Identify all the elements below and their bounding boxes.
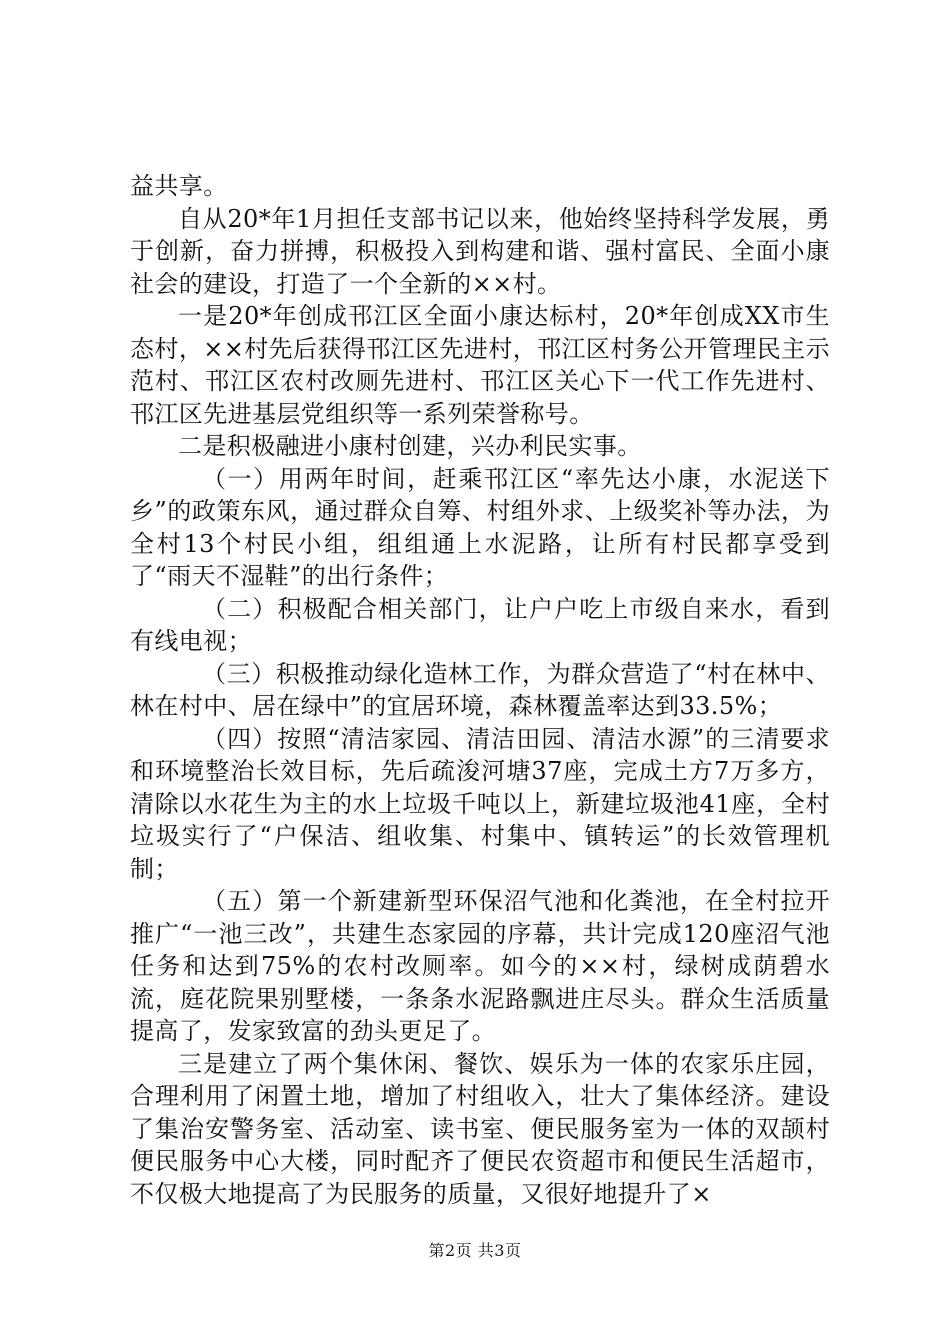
- paragraph-item-3: （三）积极推动绿化造林工作，为群众营造了“村在林中、林在村中、居在绿中”的宜居环境，森林覆盖率达到33.5%；: [130, 659, 830, 720]
- paragraph-item-5: （五）第一个新建新型环保沼气池和化粪池，在全村拉开推广“一池三改”，共建生态家园的序幕，共计完成120座沼气池任务和达到75%的农村改厕率。如今的××村，绿树成荫碧水流，庭花院果别墅楼，一条条水泥路飘进庄尽头。群众生活质量提高了，发家致富的劲头更足了。: [130, 887, 830, 1045]
- paragraph-point-two: 二是积极融进小康村创建，兴办利民实事。: [178, 432, 642, 460]
- paragraph-point-three: 三是建立了两个集休闲、餐饮、娱乐为一体的农家乐庄园，合理利用了闲置土地，增加了村组收入，壮大了集体经济。建设了集治安警务室、活动室、读书室、便民服务室为一体的双颉村便民服务中心大楼，同时配齐了便民农资超市和便民生活超市，不仅极大地提高了为民服务的质量，又很好地提升了×: [130, 1049, 830, 1208]
- document-body: [130, 170, 830, 1210]
- paragraph-continuation: 益共享。: [130, 172, 228, 200]
- paragraph-intro: 自从20*年1月担任支部书记以来，他始终坚持科学发展，勇于创新，奋力拼搏，积极投入到构建和谐、强村富民、全面小康社会的建设，打造了一个全新的××村。: [130, 204, 830, 298]
- paragraph-item-2: （二）积极配合相关部门，让户户吃上市级自来水，看到有线电视；: [130, 594, 830, 655]
- paragraph-item-1: （一）用两年时间，赶乘邗江区“率先达小康，水泥送下乡”的政策东风，通过群众自筹、村组外求、上级奖补等办法，为全村13个村民小组，组组通上水泥路，让所有村民都享受到了“雨天不湿鞋”的出行条件；: [130, 464, 830, 590]
- paragraph-point-one: 一是20*年创成邗江区全面小康达标村，20*年创成XX市生态村，××村先后获得邗江区先进村，邗江区村务公开管理民主示范村、邗江区农村改厕先进村、邗江区关心下一代工作先进村、邗江区先进基层党组织等一系列荣誉称号。: [130, 302, 830, 428]
- paragraph-item-4: （四）按照“清洁家园、清洁田园、清洁水源”的三清要求和环境整治长效目标，先后疏浚河塘37座，完成土方7万多方，清除以水花生为主的水上垃圾千吨以上，新建垃圾池41座，全村垃圾实行了“户保洁、组收集、村集中、镇转运”的长效管理机制；: [130, 724, 830, 883]
- page-footer: 第2页 共3页: [428, 1241, 522, 1260]
